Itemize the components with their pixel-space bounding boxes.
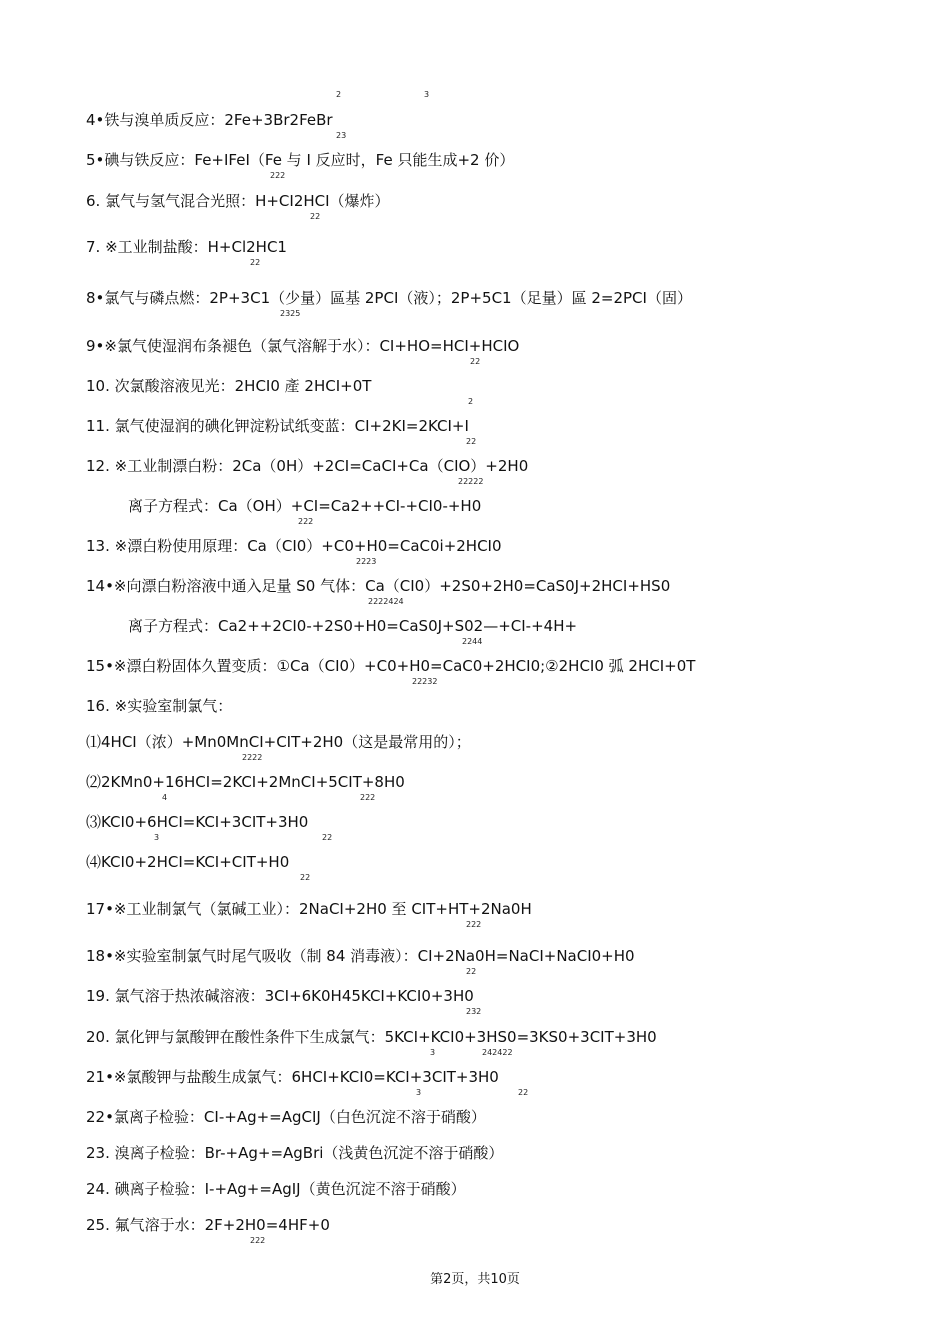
- subscript: 22: [518, 1088, 529, 1097]
- subscript: 242422: [482, 1048, 513, 1057]
- equation-line-21: 21•※氯酸钾与盐酸生成氯气：6HCI+KCI0=KCI+3CIT+3H0: [86, 1068, 499, 1086]
- equation-line-8: 8•氯气与磷点燃：2P+3C1（少量）區基 2PCI（液）；2P+5C1（足量）區 2=2PCI（固）: [86, 289, 692, 307]
- equation-line-12: 12. ※工业制漂白粉：2Ca（0H）+2CI=CaCI+Ca（CIO）+2H0: [86, 457, 529, 475]
- subscript: 3: [430, 1048, 436, 1057]
- equation-line-4: 4•铁与溴单质反应：2Fe+3Br2FeBr: [86, 111, 333, 129]
- equation-line-20: 20. 氯化钾与氯酸钾在酸性条件下生成氯气：5KCI+KCI0+3HS0=3KS0+3CIT+3H0: [86, 1028, 657, 1046]
- equation-line-10: 10. 次氯酸溶液见光：2HCI0 產 2HCI+0T: [86, 377, 372, 395]
- ionic-equation-14: 离子方程式：Ca2++2CI0-+2S0+H0=CaS0J+S02—+CI-+4H+: [128, 617, 578, 635]
- subscript: 2244: [462, 637, 483, 646]
- equation-line-18: 18•※实验室制氯气时尾气吸收（制 84 消毒液）：CI+2Na0H=NaCI+NaCI0+H0: [86, 947, 635, 965]
- subscript: 22: [322, 833, 333, 842]
- equation-line-7: 7. ※工业制盐酸：H+Cl2HC1: [86, 238, 287, 256]
- equation-line-23: 23. 溴离子检验：Br-+Ag+=AgBri（浅黄色沉淀不溶于硝酸）: [86, 1144, 504, 1162]
- equation-line-16-4: ⑷KCI0+2HCI=KCI+CIT+H0: [86, 853, 290, 871]
- subscript: 232: [466, 1007, 482, 1016]
- subscript: 22: [466, 967, 477, 976]
- subscript: 22: [470, 357, 481, 366]
- subscript: 222: [360, 793, 376, 802]
- subscript: 2222: [242, 753, 263, 762]
- equation-line-5: 5•碘与铁反应：Fe+IFeI（Fe 与 I 反应时，Fe 只能生成+2 价）: [86, 151, 515, 169]
- equation-line-16: 16. ※实验室制氯气：: [86, 697, 233, 715]
- subscript: 22: [250, 258, 261, 267]
- subscript: 22232: [412, 677, 438, 686]
- subscript: 23: [336, 131, 347, 140]
- subscript: 2325: [280, 309, 301, 318]
- subscript: 222: [298, 517, 314, 526]
- subscript: 2223: [356, 557, 377, 566]
- equation-line-9: 9•※氯气使湿润布条褪色（氯气溶解于水）：CI+HO=HCI+HCIO: [86, 337, 520, 355]
- subscript: 2: [468, 397, 474, 406]
- ionic-equation-12: 离子方程式：Ca（OH）+CI=Ca2++CI-+CI0-+H0: [128, 497, 482, 515]
- subscript: 222: [250, 1236, 266, 1245]
- subscript: 22222: [458, 477, 484, 486]
- subscript: 3: [154, 833, 160, 842]
- equation-line-25: 25. 氟气溶于水：2F+2H0=4HF+0: [86, 1216, 330, 1234]
- equation-line-16-2: ⑵2KMn0+16HCI=2KCI+2MnCI+5CIT+8H0: [86, 773, 405, 791]
- subscript: 22: [466, 437, 477, 446]
- subscript: 22: [310, 212, 321, 221]
- superscript: 3: [424, 90, 430, 99]
- subscript: 22: [300, 873, 311, 882]
- equation-line-11: 11. 氯气使湿润的碘化钾淀粉试纸变蓝：CI+2KI=2KCI+I: [86, 417, 469, 435]
- equation-line-22: 22•氯离子检验：CI-+Ag+=AgCIJ（白色沉淀不溶于硝酸）: [86, 1108, 486, 1126]
- equation-line-16-3: ⑶KCI0+6HCI=KCI+3CIT+3H0: [86, 813, 309, 831]
- subscript: 3: [416, 1088, 422, 1097]
- subscript: 2222424: [368, 597, 404, 606]
- equation-line-16-1: ⑴4HCI（浓）+Mn0MnCI+CIT+2H0（这是最常用的）；: [86, 733, 471, 751]
- equation-line-6: 6. 氯气与氢气混合光照：H+CI2HCI（爆炸）: [86, 192, 390, 210]
- subscript: 4: [162, 793, 168, 802]
- equation-line-13: 13. ※漂白粉使用原理：Ca（CI0）+C0+H0=CaC0i+2HCI0: [86, 537, 502, 555]
- subscript: 222: [466, 920, 482, 929]
- subscript: 222: [270, 171, 286, 180]
- equation-line-15: 15•※漂白粉固体久置变质：①Ca（CI0）+C0+H0=CaC0+2HCI0;②2HCI0 弧 2HCI+0T: [86, 657, 696, 675]
- equation-line-14: 14•※向漂白粉溶液中通入足量 S0 气体：Ca（CI0）+2S0+2H0=CaS0J+2HCI+HS0: [86, 577, 671, 595]
- superscript: 2: [336, 90, 342, 99]
- equation-line-24: 24. 碘离子检验：I-+Ag+=AgIJ（黄色沉淀不溶于硝酸）: [86, 1180, 466, 1198]
- page-footer: 第2页，共10页: [430, 1272, 520, 1287]
- equation-line-17: 17•※工业制氯气（氯碱工业）：2NaCI+2H0 至 CIT+HT+2Na0H: [86, 900, 532, 918]
- equation-line-19: 19. 氯气溶于热浓碱溶液：3CI+6K0H45KCI+KCI0+3H0: [86, 987, 474, 1005]
